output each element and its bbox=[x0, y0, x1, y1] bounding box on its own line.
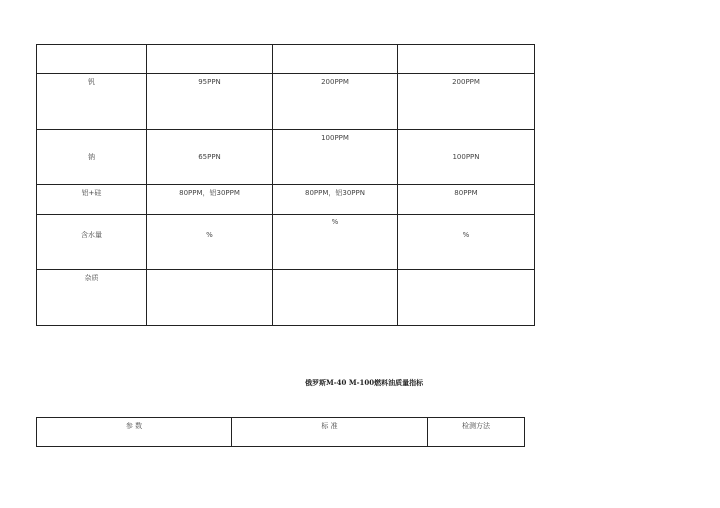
table-cell: 200PPM bbox=[398, 74, 535, 130]
table-cell: 80PPM，铝30PPN bbox=[273, 185, 398, 215]
table-cell bbox=[273, 270, 398, 326]
table-cell: % bbox=[398, 215, 535, 270]
header-cell bbox=[147, 45, 273, 74]
table-cell: % bbox=[147, 215, 273, 270]
row-label: 杂质 bbox=[37, 270, 147, 326]
table-cell: % bbox=[273, 215, 398, 270]
row-label: 铝+硅 bbox=[37, 185, 147, 215]
spec-header-table bbox=[36, 417, 525, 447]
table-row bbox=[37, 185, 535, 215]
section-title: 俄罗斯M-40 M-100燃料油质量指标 bbox=[305, 378, 424, 387]
header-cell bbox=[273, 45, 398, 74]
header-cell: 检测方法 bbox=[428, 418, 525, 447]
table-row bbox=[37, 270, 535, 326]
table-cell bbox=[398, 270, 535, 326]
table-cell: 95PPN bbox=[147, 74, 273, 130]
header-cell: 参 数 bbox=[37, 418, 232, 447]
table-cell: 80PPM，铝30PPM bbox=[147, 185, 273, 215]
row-label: 含水量 bbox=[37, 215, 147, 270]
table-row bbox=[37, 74, 535, 130]
table-cell bbox=[147, 270, 273, 326]
table-header-row bbox=[37, 45, 535, 74]
table-row bbox=[37, 130, 535, 185]
header-cell: 标 准 bbox=[232, 418, 428, 447]
header-cell bbox=[37, 45, 147, 74]
table-cell: 200PPM bbox=[273, 74, 398, 130]
table-cell: 100PPM bbox=[273, 130, 398, 185]
header-cell bbox=[398, 45, 535, 74]
table-header-row bbox=[37, 418, 525, 447]
table-row bbox=[37, 215, 535, 270]
fuel-spec-table bbox=[36, 44, 535, 326]
table-cell: 80PPM bbox=[398, 185, 535, 215]
table-cell: 65PPN bbox=[147, 130, 273, 185]
row-label: 钒 bbox=[37, 74, 147, 130]
row-label: 钠 bbox=[37, 130, 147, 185]
table-cell: 100PPN bbox=[398, 130, 535, 185]
